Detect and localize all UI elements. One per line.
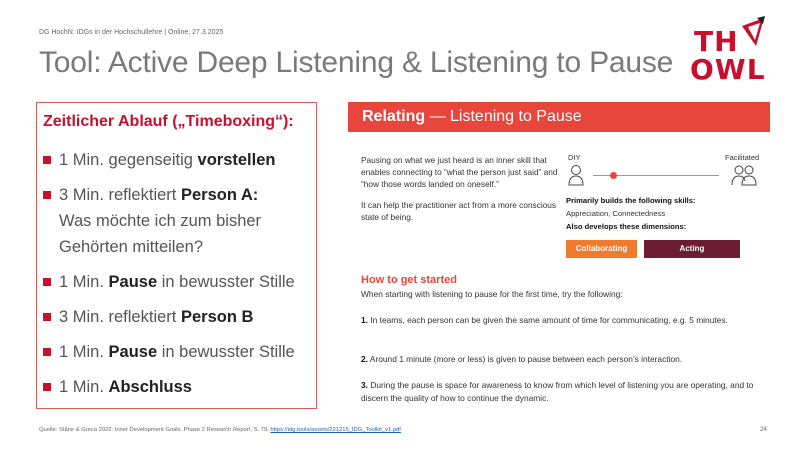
header-meta: DG HochN: IDGs in der Hochschullehre | Online, 27.3.2025 xyxy=(39,29,224,36)
logo-mark-icon xyxy=(738,16,768,50)
slide-title: Tool: Active Deep Listening & Listening to Pause xyxy=(39,46,674,79)
collaborating-badge: Collaborating xyxy=(566,240,637,258)
timeboxing-heading: Zeitlicher Ablauf („Timeboxing“): xyxy=(43,113,294,130)
intro-paragraph: Pausing on what we just heard is an inner skill that enables connecting to “what the person just said” and “how those words landed on oneself.” xyxy=(361,155,558,189)
timeboxing-box xyxy=(36,102,317,409)
skills-value: Appreciation, Connectedness xyxy=(566,209,666,218)
list-item: 1 Min. gegenseitig vorstellen xyxy=(43,147,313,173)
step-item: 3. During the pause is space for awareness to know from which level of listening you are operating, and to discern the quality of how to continue the dynamic. xyxy=(361,380,754,403)
intro-paragraph: It can help the practitioner act from a more conscious state of being. xyxy=(361,200,557,222)
logo-text-owl: OWL xyxy=(690,53,766,86)
list-item: 1 Min. Pause in bewusster Stille xyxy=(43,269,313,295)
skills-heading: Primarily builds the following skills: xyxy=(566,196,696,205)
card-header xyxy=(348,102,770,132)
tool-card xyxy=(348,102,770,408)
list-item: 1 Min. Abschluss xyxy=(43,374,313,400)
how-to-get-started-heading: How to get started xyxy=(361,274,457,286)
source-link[interactable]: https://idg.tools/assets/221215_IDG_Toolkit_v1.pdf xyxy=(270,427,401,433)
card-intro xyxy=(361,154,561,232)
scale-marker xyxy=(610,172,617,179)
person-icon xyxy=(568,164,584,186)
page-number: 24 xyxy=(760,427,767,433)
list-item: 3 Min. reflektiert Person B xyxy=(43,304,313,330)
source-citation: Quelle: Ståne & Greca 2022: Inner Development Goals. Phase 2 Research Report, S. 79, https://idg.tools/assets/221215_IDG_Toolkit_v1.pdf xyxy=(39,427,401,433)
how-to-get-started-intro: When starting with listening to pause for the first time, try the following: xyxy=(361,289,623,299)
step-item: 2. Around 1 minute (more or less) is given to pause between each person’s interaction. xyxy=(361,354,683,364)
card-title: Relating — Listening to Pause xyxy=(362,108,582,125)
timeboxing-list xyxy=(43,147,313,409)
logo-text-th: TH xyxy=(694,25,739,58)
list-item: 1 Min. Pause in bewusster Stille xyxy=(43,339,313,365)
dimensions-heading: Also develops these dimensions: xyxy=(566,222,687,231)
acting-badge: Acting xyxy=(644,240,740,258)
step-item: 1. In teams, each person can be given the same amount of time for communicating, e.g. 5 minutes. xyxy=(361,315,728,325)
group-icon xyxy=(731,164,757,186)
diy-label: DIY xyxy=(568,153,581,162)
list-item: 3 Min. reflektiert Person A: Was möchte ich zum bisher Gehörten mitteilen? xyxy=(43,182,313,260)
facilitated-label: Facilitated xyxy=(725,153,760,162)
list-item-subtext: Was möchte ich zum bisher Gehörten mitteilen? xyxy=(59,212,262,256)
th-owl-logo xyxy=(690,16,770,86)
